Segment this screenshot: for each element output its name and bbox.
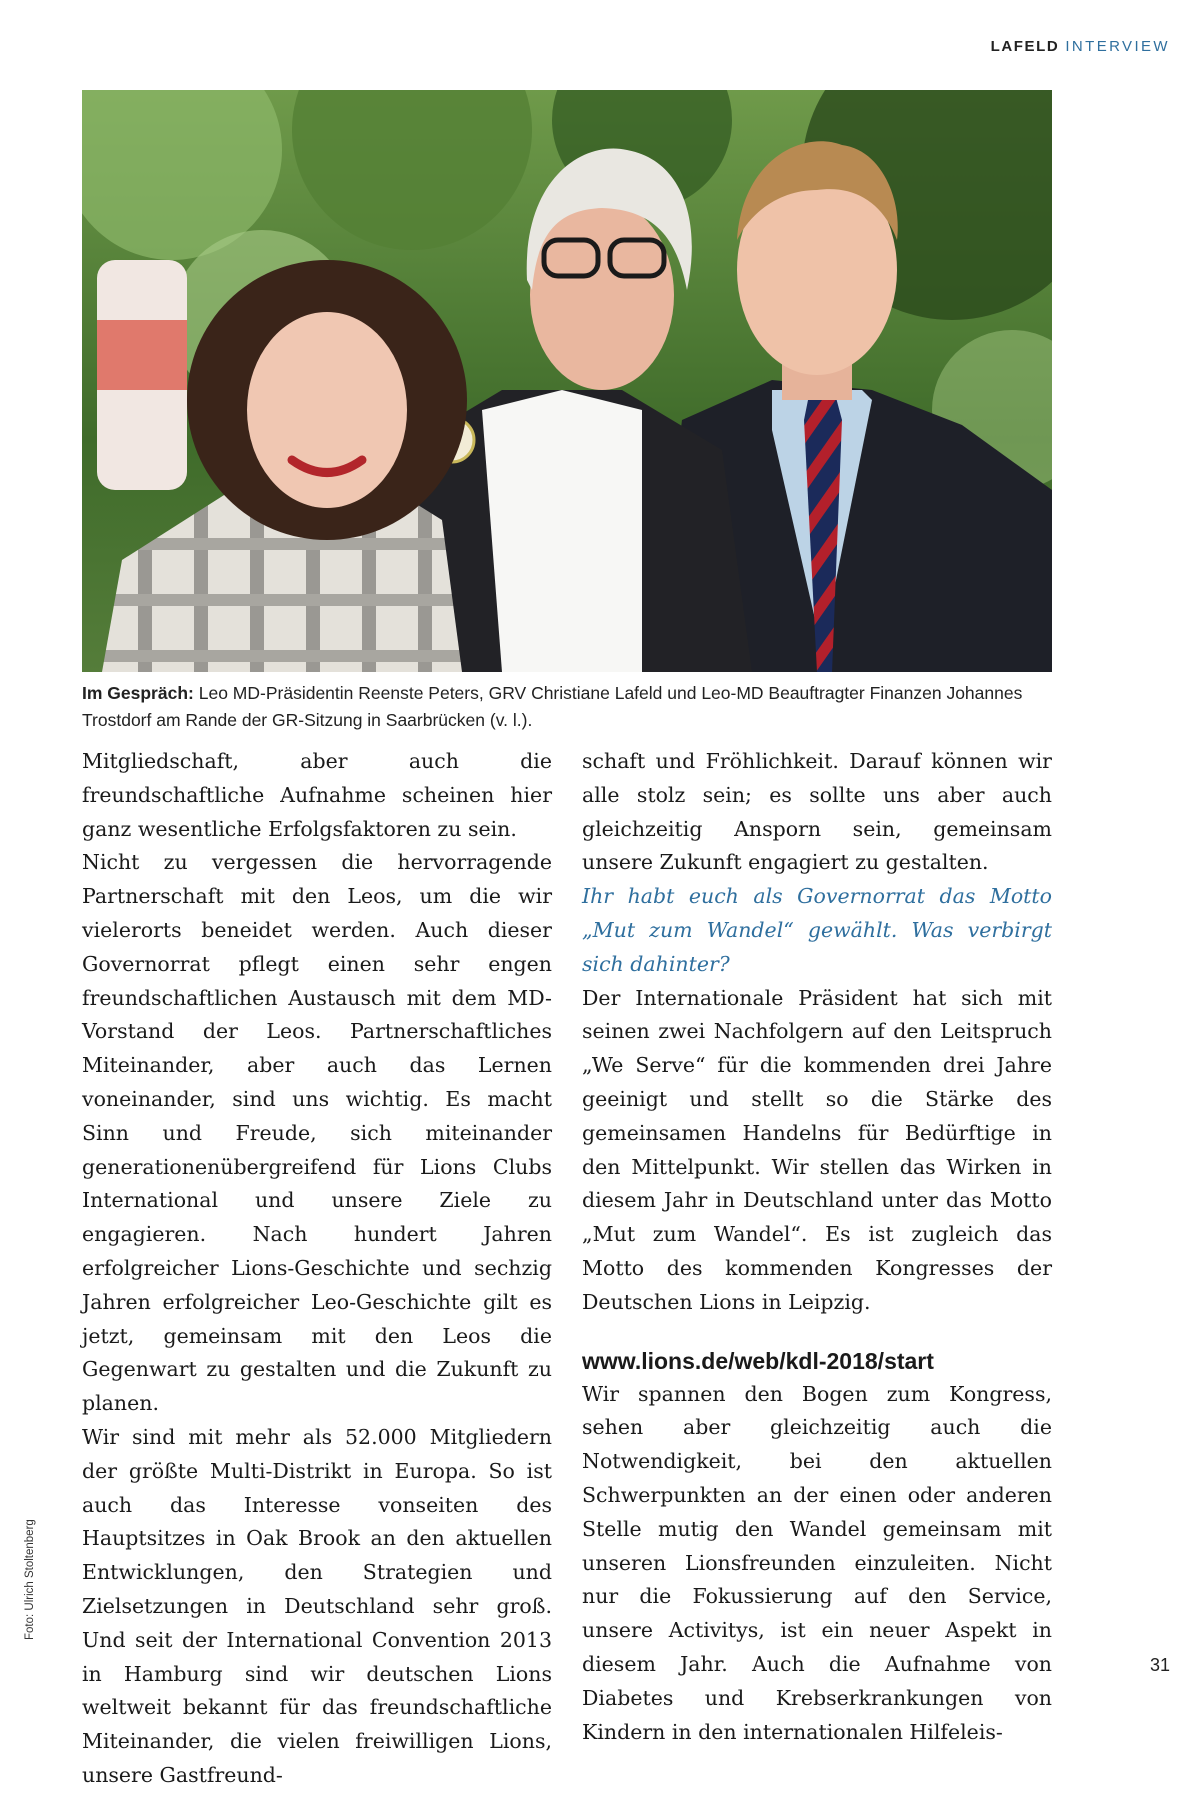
paragraph: schaft und Fröhlichkeit. Darauf können wir alle stolz sein; es sollte uns aber auch gleichzeitig Ansporn sein, gemeinsam unsere Zukunft engagiert zu gestalten. — [582, 749, 1052, 875]
article-column-left — [82, 745, 552, 1793]
page-number: 31 — [1149, 1655, 1170, 1675]
paragraph: Nicht zu vergessen die hervorragende Partnerschaft mit den Leos, um die wir vielerorts beneidet werden. Auch dieser Governorrat pflegt einen sehr engen freundschaftlichen Austausch mit dem MD-Vorstand der Leos. Partnerschaftliches Miteinander, aber auch das Lernen voneinander, sind uns wichtig. Es macht Sinn und Freude, sich miteinander generationenübergreifend für Lions Clubs International und unsere Ziele zu engagieren. Nach hundert Jahren erfolgreicher Lions-Geschichte und sechzig Jahren erfolgreicher Leo-Geschichte gilt es jetzt, gemeinsam mit den Leos die Gegenwart zu gestalten und die Zukunft zu planen. — [82, 850, 552, 1416]
photo-credit: Foto: Ulrich Stoltenberg — [24, 1519, 36, 1640]
article-column-right — [582, 745, 1052, 1749]
caption-text: Leo MD-Präsidentin Reenste Peters, GRV Christiane Lafeld und Leo-MD Beauftragter Finanzen Johannes Trostdorf am Rande der GR-Sitzung in Saarbrücken (v. l.). — [82, 683, 1023, 730]
photo-illustration — [82, 90, 1052, 672]
interview-question: Ihr habt euch als Governorrat das Motto „Mut zum Wandel“ gewählt. Was verbirgt sich dahinter? — [582, 884, 1052, 976]
paragraph: Der Internationale Präsident hat sich mit seinen zwei Nachfolgern auf den Leitspruch „We Serve“ für die kommenden drei Jahre geeinigt und stellt so die Stärke des gemeinsamen Handelns für Bedürftige in den Mittelpunkt. Wir stellen das Wirken in diesem Jahr in Deutschland unter das Motto „Mut zum Wandel“. Es ist zugleich das Motto des kommenden Kongresses der Deutschen Lions in Leipzig. — [582, 985, 1052, 1314]
paragraph: Mitgliedschaft, aber auch die freundschaftliche Aufnahme scheinen hier ganz wesentliche Erfolgsfaktoren zu sein. — [82, 749, 552, 841]
header-section: INTERVIEW — [1065, 38, 1170, 55]
page-header — [991, 38, 1170, 55]
caption-lead: Im Gespräch: — [82, 683, 194, 703]
paragraph: Wir sind mit mehr als 52.000 Mitgliedern der größte Multi-Distrikt in Europa. So ist auch das Interesse vonseiten des Hauptsitzes in Oak Brook an den aktuellen Entwicklungen, den Strategien und Zielsetzungen in Deutschland sehr groß. Und seit der International Convention 2013 in Hamburg sind wir deutschen Lions weltweit bekannt für das freundschaftliche Miteinander, die vielen freiwilligen Lions, unsere Gastfreund- — [82, 1424, 552, 1787]
photo-caption — [82, 680, 1072, 734]
paragraph: Wir spannen den Bogen zum Kongress, sehen aber gleichzeitig auch die Notwendigkeit, bei den aktuellen Schwerpunkten an der einen oder anderen Stelle mutig den Wandel gemeinsam mit unseren Lionsfreunden einzuleiten. Nicht nur die Fokussierung auf den Service, unsere Activitys, ist ein neuer Aspekt in diesem Jahr. Auch die Aufnahme von Diabetes und Krebserkrankungen von Kindern in den internationalen Hilfeleis- — [582, 1381, 1052, 1744]
header-name: LAFELD — [990, 38, 1060, 55]
congress-link[interactable]: www.lions.de/web/kdl-2018/start — [582, 1347, 934, 1374]
interview-photo — [82, 90, 1052, 672]
